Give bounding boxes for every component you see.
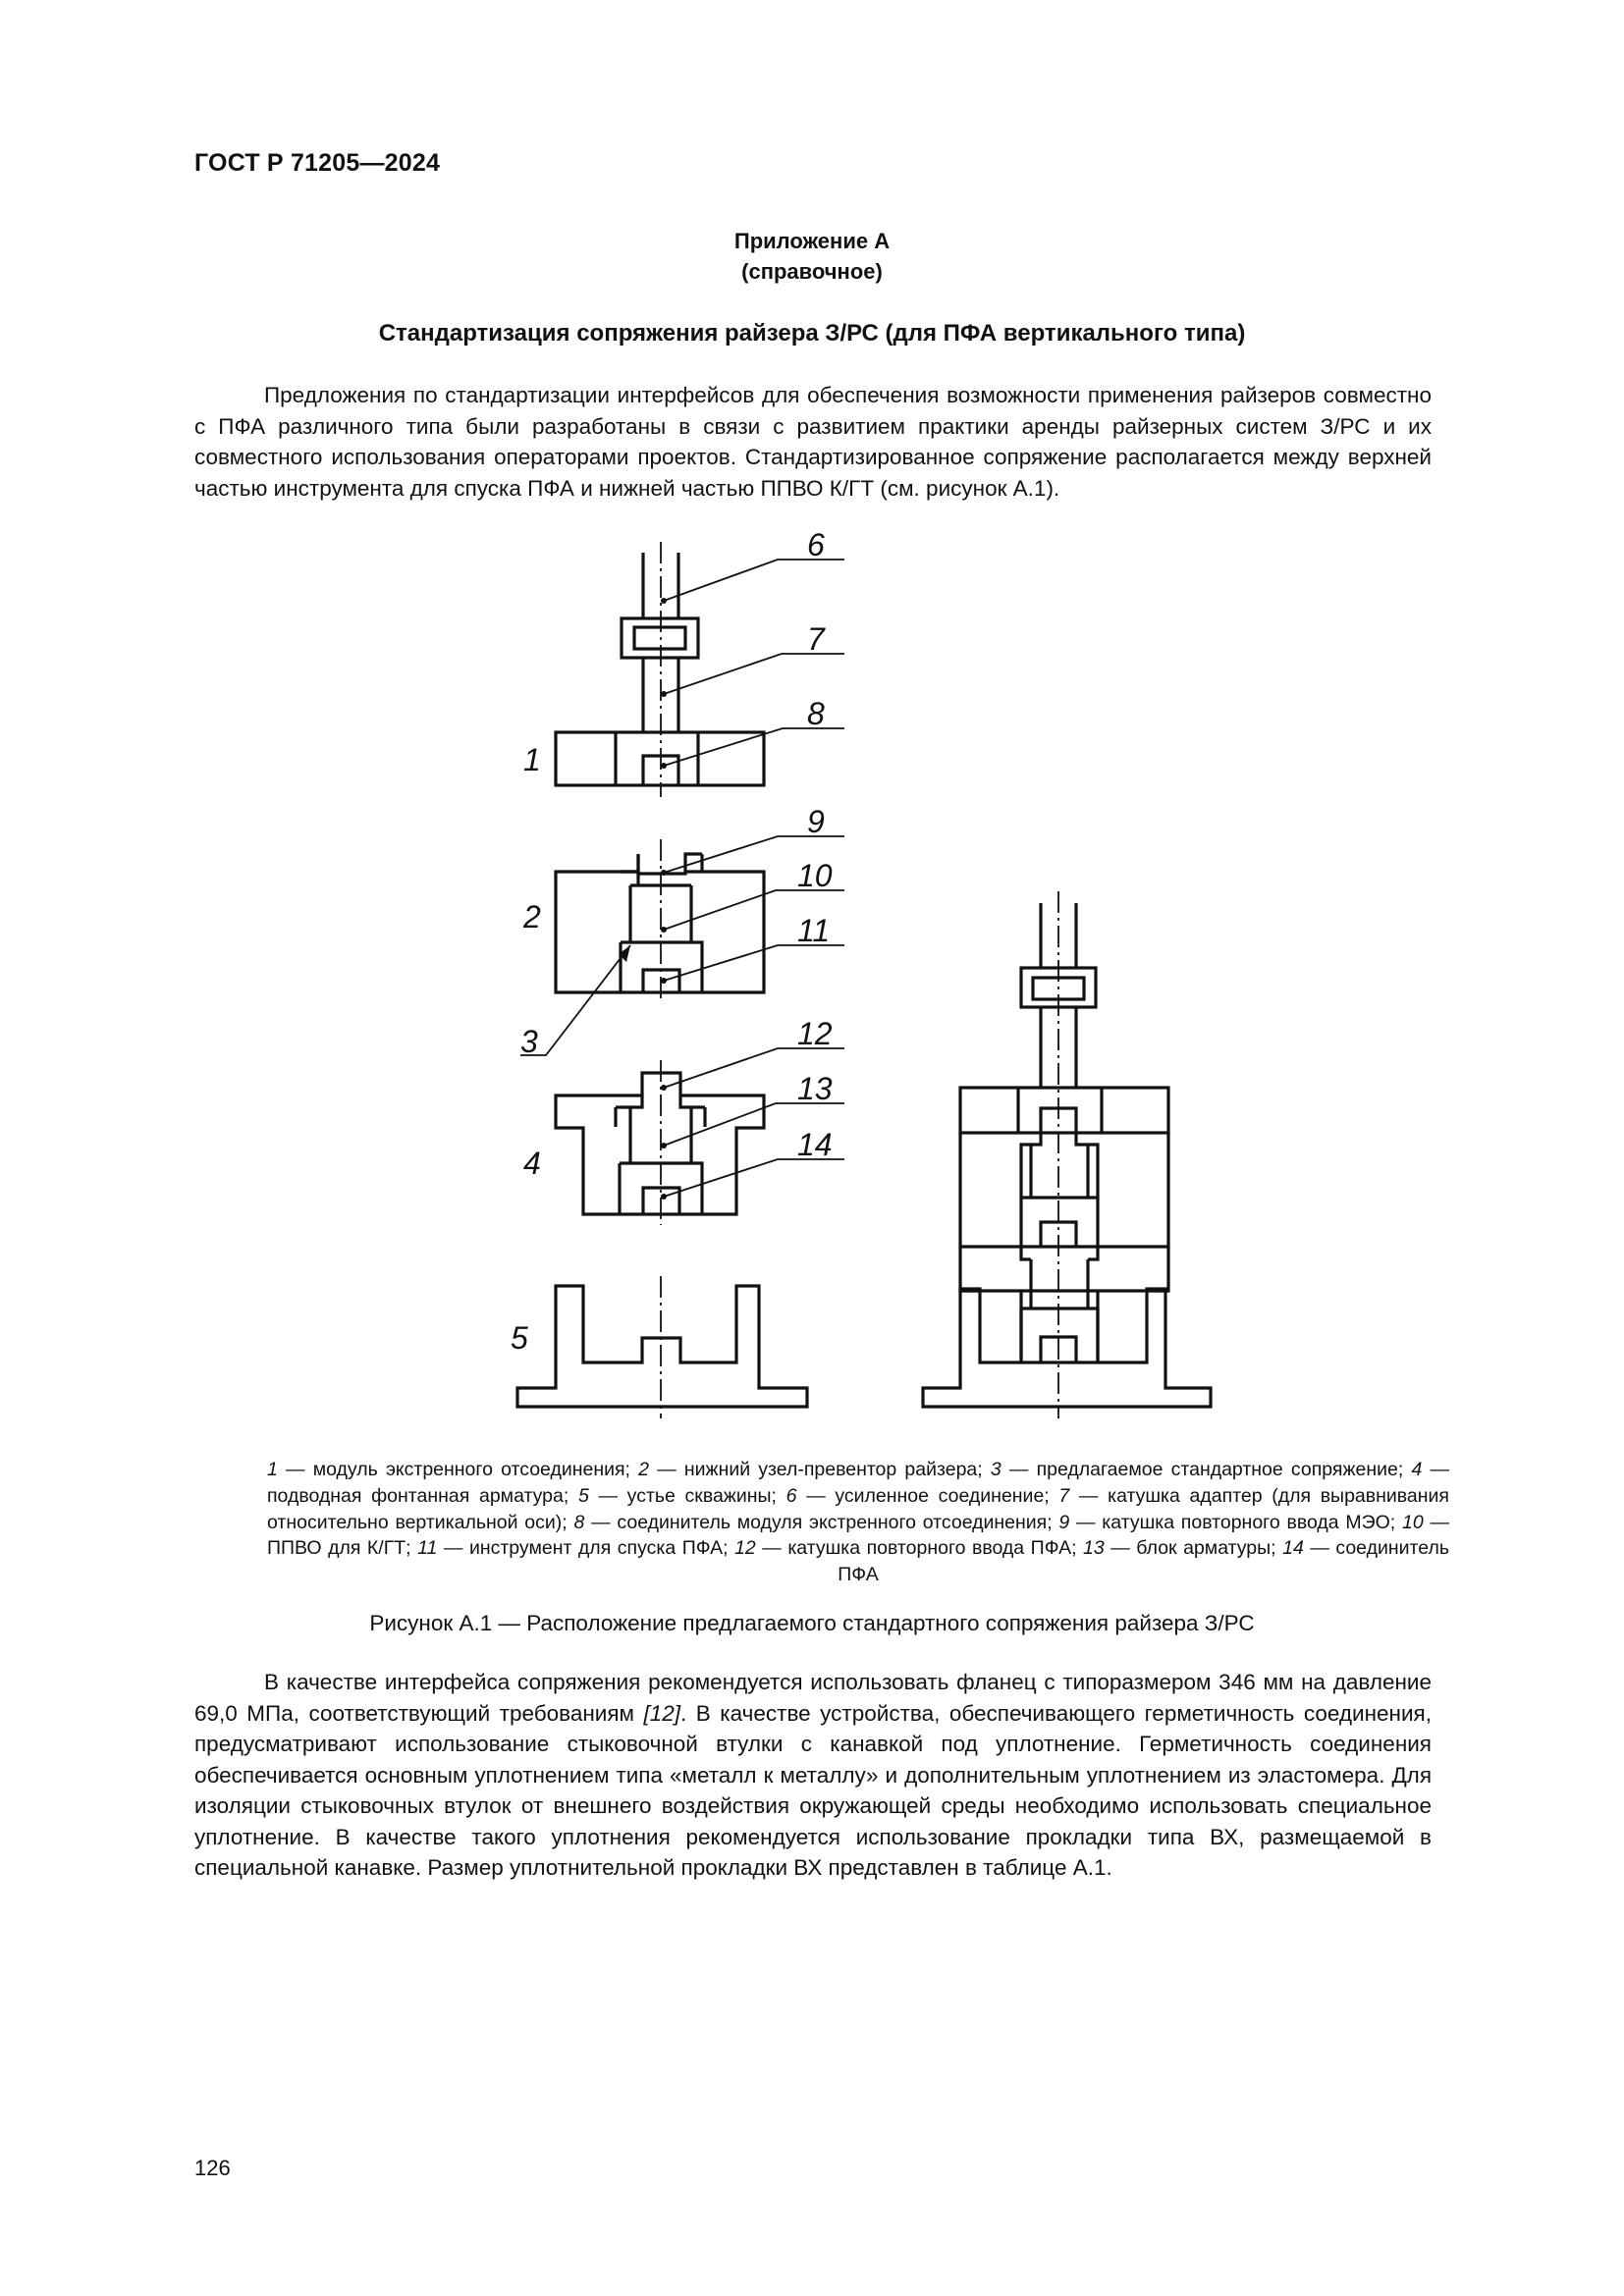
legend-text: — катушка повторного ввода МЭО; xyxy=(1069,1511,1402,1533)
legend-num: 7 xyxy=(1058,1484,1070,1507)
legend-text: — блок арматуры; xyxy=(1104,1537,1283,1560)
legend-num: 10 xyxy=(1402,1511,1424,1533)
figure-legend xyxy=(267,1457,1449,1588)
component-2-assembly xyxy=(556,854,764,992)
figure-label-7: 7 xyxy=(807,621,825,657)
legend-text: — нижний узел-превентор райзера; xyxy=(649,1459,991,1480)
legend-num: 9 xyxy=(1058,1511,1070,1533)
legend-num: 11 xyxy=(417,1537,438,1560)
legend-text: — устье скважины; xyxy=(588,1484,786,1507)
legend-text: — соединитель модуля экстренного отсоединения; xyxy=(584,1511,1059,1533)
paragraph-text: . В качестве устройства, обеспечивающего герметичность соединения, предусматривают использование стыковочной втулки с канавкой под уплотнение. Герметичность соединения обеспечивается основным уплотнением типа «металл к металлу» и дополнительным уплотнением из эластомера. Для изоляции стыковочных втулок от внешнего воздействия окружающей среды необходимо использовать специальное уплотнение. В качестве такого уплотнения рекомендуется использование прокладки типа ВХ, размещаемой в специальной канавке. Размер уплотнительной прокладки ВХ представлен в таблице А.1. xyxy=(194,1700,1432,1880)
figure-label-13: 13 xyxy=(797,1071,833,1106)
figure-label-9: 9 xyxy=(807,804,825,839)
figure-label-14: 14 xyxy=(797,1127,833,1162)
figure-label-8: 8 xyxy=(807,696,825,731)
legend-text: — катушка адаптер (для выравнивания относительно вертикальной оси); xyxy=(267,1484,1449,1533)
legend-num: 3 xyxy=(990,1459,1001,1480)
legend-num: 6 xyxy=(785,1484,797,1507)
legend-num: 5 xyxy=(577,1484,589,1507)
figure-label-2: 2 xyxy=(523,899,541,934)
legend-num: 2 xyxy=(638,1459,650,1480)
component-1-assembly xyxy=(556,553,764,785)
legend-text: — соединитель ПФА xyxy=(838,1537,1449,1586)
legend-num: 14 xyxy=(1282,1537,1304,1560)
legend-text: — усиленное соединение; xyxy=(796,1484,1059,1507)
legend-num: 1 xyxy=(267,1459,278,1480)
legend-text: — предлагаемое стандартное сопряжение; xyxy=(1001,1459,1412,1480)
legend-text: — подводная фонтанная арматура; xyxy=(267,1459,1450,1507)
annex-subtitle: (справочное) xyxy=(741,259,883,284)
figure-label-3: 3 xyxy=(520,1024,538,1059)
document-header-id: ГОСТ Р 71205—2024 xyxy=(194,149,441,177)
legend-num: 13 xyxy=(1083,1537,1105,1560)
bibliography-reference: [12] xyxy=(643,1700,681,1726)
legend-text: — модуль экстренного отсоединения; xyxy=(277,1459,639,1480)
assembled-stack xyxy=(923,903,1211,1407)
legend-text: — инструмент для спуска ПФА; xyxy=(437,1537,735,1560)
legend-num: 4 xyxy=(1411,1459,1423,1480)
component-5-assembly xyxy=(517,1286,807,1407)
center-axis-lines xyxy=(661,542,1058,1418)
figure-caption: Рисунок А.1 — Расположение предлагаемого стандартного сопряжения райзера З/РС xyxy=(369,1611,1255,1635)
intro-paragraph: Предложения по стандартизации интерфейсов для обеспечения возможности применения райзеров совместно с ПФА различного типа были разработаны в связи с развитием практики аренды райзерных систем З/РС и их совместного использования операторами проектов. Стандартизированное сопряжение располагается между верхней частью инструмента для спуска ПФА и нижней частью ППВО К/ГТ (см. рисунок А.1). xyxy=(194,383,1432,501)
section-title: Стандартизация сопряжения райзера З/РС (для ПФА вертикального типа) xyxy=(378,320,1246,347)
legend-text: — катушка повторного ввода ПФА; xyxy=(755,1537,1084,1560)
leader-lines xyxy=(520,560,844,1197)
second-paragraph xyxy=(194,1667,1432,1884)
component-4-assembly xyxy=(556,1073,764,1214)
legend-num: 8 xyxy=(573,1511,585,1533)
paragraph-text: В качестве интерфейса сопряжения рекомендуется использовать фланец с типоразмером 346 мм на давление 69,0 МПа, соответствующий требованиям xyxy=(194,1670,1432,1726)
annex-title: Приложение А xyxy=(733,229,891,253)
figure-label-12: 12 xyxy=(797,1016,833,1051)
figure-label-11: 11 xyxy=(797,913,831,948)
legend-num: 12 xyxy=(734,1537,756,1560)
figure-label-4: 4 xyxy=(523,1146,541,1181)
figure-label-1: 1 xyxy=(523,742,541,777)
figure-label-6: 6 xyxy=(807,527,825,562)
figure-label-5: 5 xyxy=(511,1320,528,1356)
figure-label-10: 10 xyxy=(797,858,833,893)
legend-text: — ППВО для К/ГТ; xyxy=(267,1511,1449,1560)
page-number: 126 xyxy=(194,2156,231,2180)
